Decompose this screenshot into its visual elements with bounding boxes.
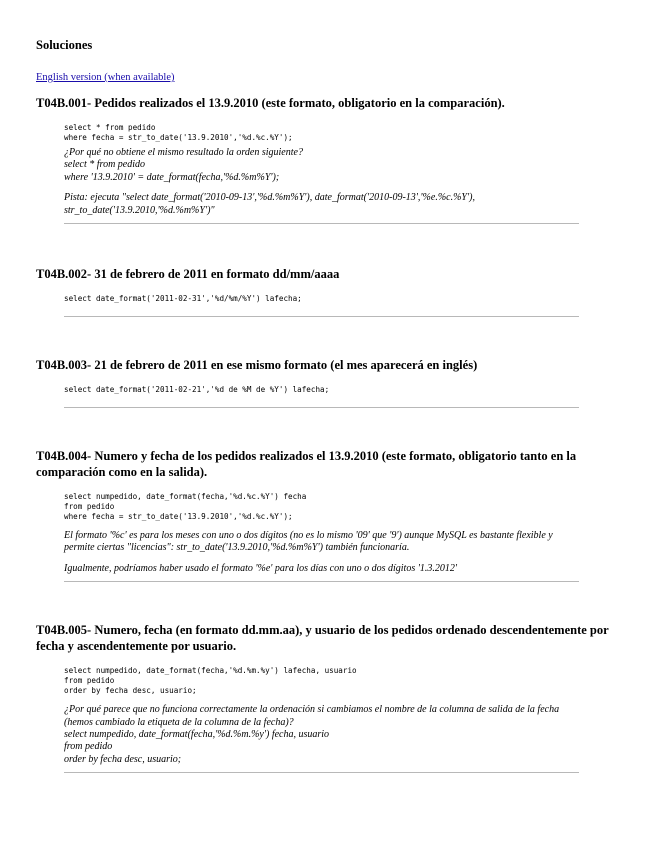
english-version-link[interactable]: English version (when available)	[36, 72, 175, 83]
exercise-body	[64, 492, 579, 582]
exercise-section	[36, 357, 619, 408]
sql-code: select * from pedido where fecha = str_to_date('13.9.2010','%d.%c.%Y');	[64, 123, 293, 142]
sql-code: select numpedido, date_format(fecha,'%d.%m.%y') lafecha, usuario from pedido order by fecha desc, usuario;	[64, 666, 357, 696]
sql-code: select date_format('2011-02-21','%d de %M de %Y') lafecha;	[64, 385, 330, 395]
page-title: Soluciones	[36, 38, 93, 52]
exercise-body	[64, 294, 579, 317]
exercise-heading: T04B.004- Numero y fecha de los pedidos realizados el 13.9.2010 (este formato, obligatorio tanto en la comparación como en la salida).	[36, 449, 577, 480]
separator	[64, 772, 579, 773]
sql-code: select date_format('2011-02-31','%d/%m/%Y') lafecha;	[64, 294, 302, 304]
exercise-note: ¿Por qué no obtiene el mismo resultado la orden siguiente? select * from pedido where '13.9.2010' = date_format(fecha,'%d.%m%Y');	[64, 147, 303, 183]
exercise-section	[36, 95, 619, 224]
exercise-body	[64, 666, 579, 773]
exercise-note: ¿Por qué parece que no funciona correctamente la ordenación si cambiamos el nombre de la columna de salida de la fecha (hemos cambiado la etiqueta de la columna de la fecha)? select numpedido, date_format(fecha,'%d.%m.%y') fecha, usuario from pedido order by fecha desc, usuario;	[64, 704, 560, 765]
exercise-body	[64, 123, 579, 224]
exercise-heading: T04B.005- Numero, fecha (en formato dd.mm.aa), y usuario de los pedidos ordenado descendentemente por fecha y ascendentemente por usuario.	[36, 623, 609, 654]
exercise-section	[36, 266, 619, 317]
sql-code: select numpedido, date_format(fecha,'%d.%c.%Y') fecha from pedido where fecha = str_to_date('13.9.2010','%d.%c.%Y');	[64, 492, 307, 522]
exercise-section	[36, 448, 619, 582]
exercise-body	[64, 385, 579, 408]
exercise-section	[36, 622, 619, 773]
exercise-note: Igualmente, podríamos haber usado el formato '%e' para los días con uno o dos dígitos '1.3.2012'	[64, 562, 457, 574]
exercise-heading: T04B.001- Pedidos realizados el 13.9.2010 (este formato, obligatorio en la comparación).	[36, 96, 505, 110]
exercise-heading: T04B.002- 31 de febrero de 2011 en formato dd/mm/aaaa	[36, 267, 340, 282]
exercise-heading: T04B.003- 21 de febrero de 2011 en ese mismo formato (el mes aparecerá en inglés)	[36, 358, 478, 373]
exercise-note: Pista: ejecuta "select date_format('2010-09-13','%d.%m%Y'), date_format('2010-09-13','%e.%c.%Y'), str_to_date('13.9.2010,'%d.%m%Y')"	[64, 192, 475, 216]
exercise-note: El formato '%c' es para los meses con uno o dos dígitos (no es lo mismo '09' que '9') aunque MySQL es bastante flexible y permite ciertas "licencias": str_to_date('13.9.2010,'%d.%m%Y') también funcionaría.	[64, 530, 553, 554]
